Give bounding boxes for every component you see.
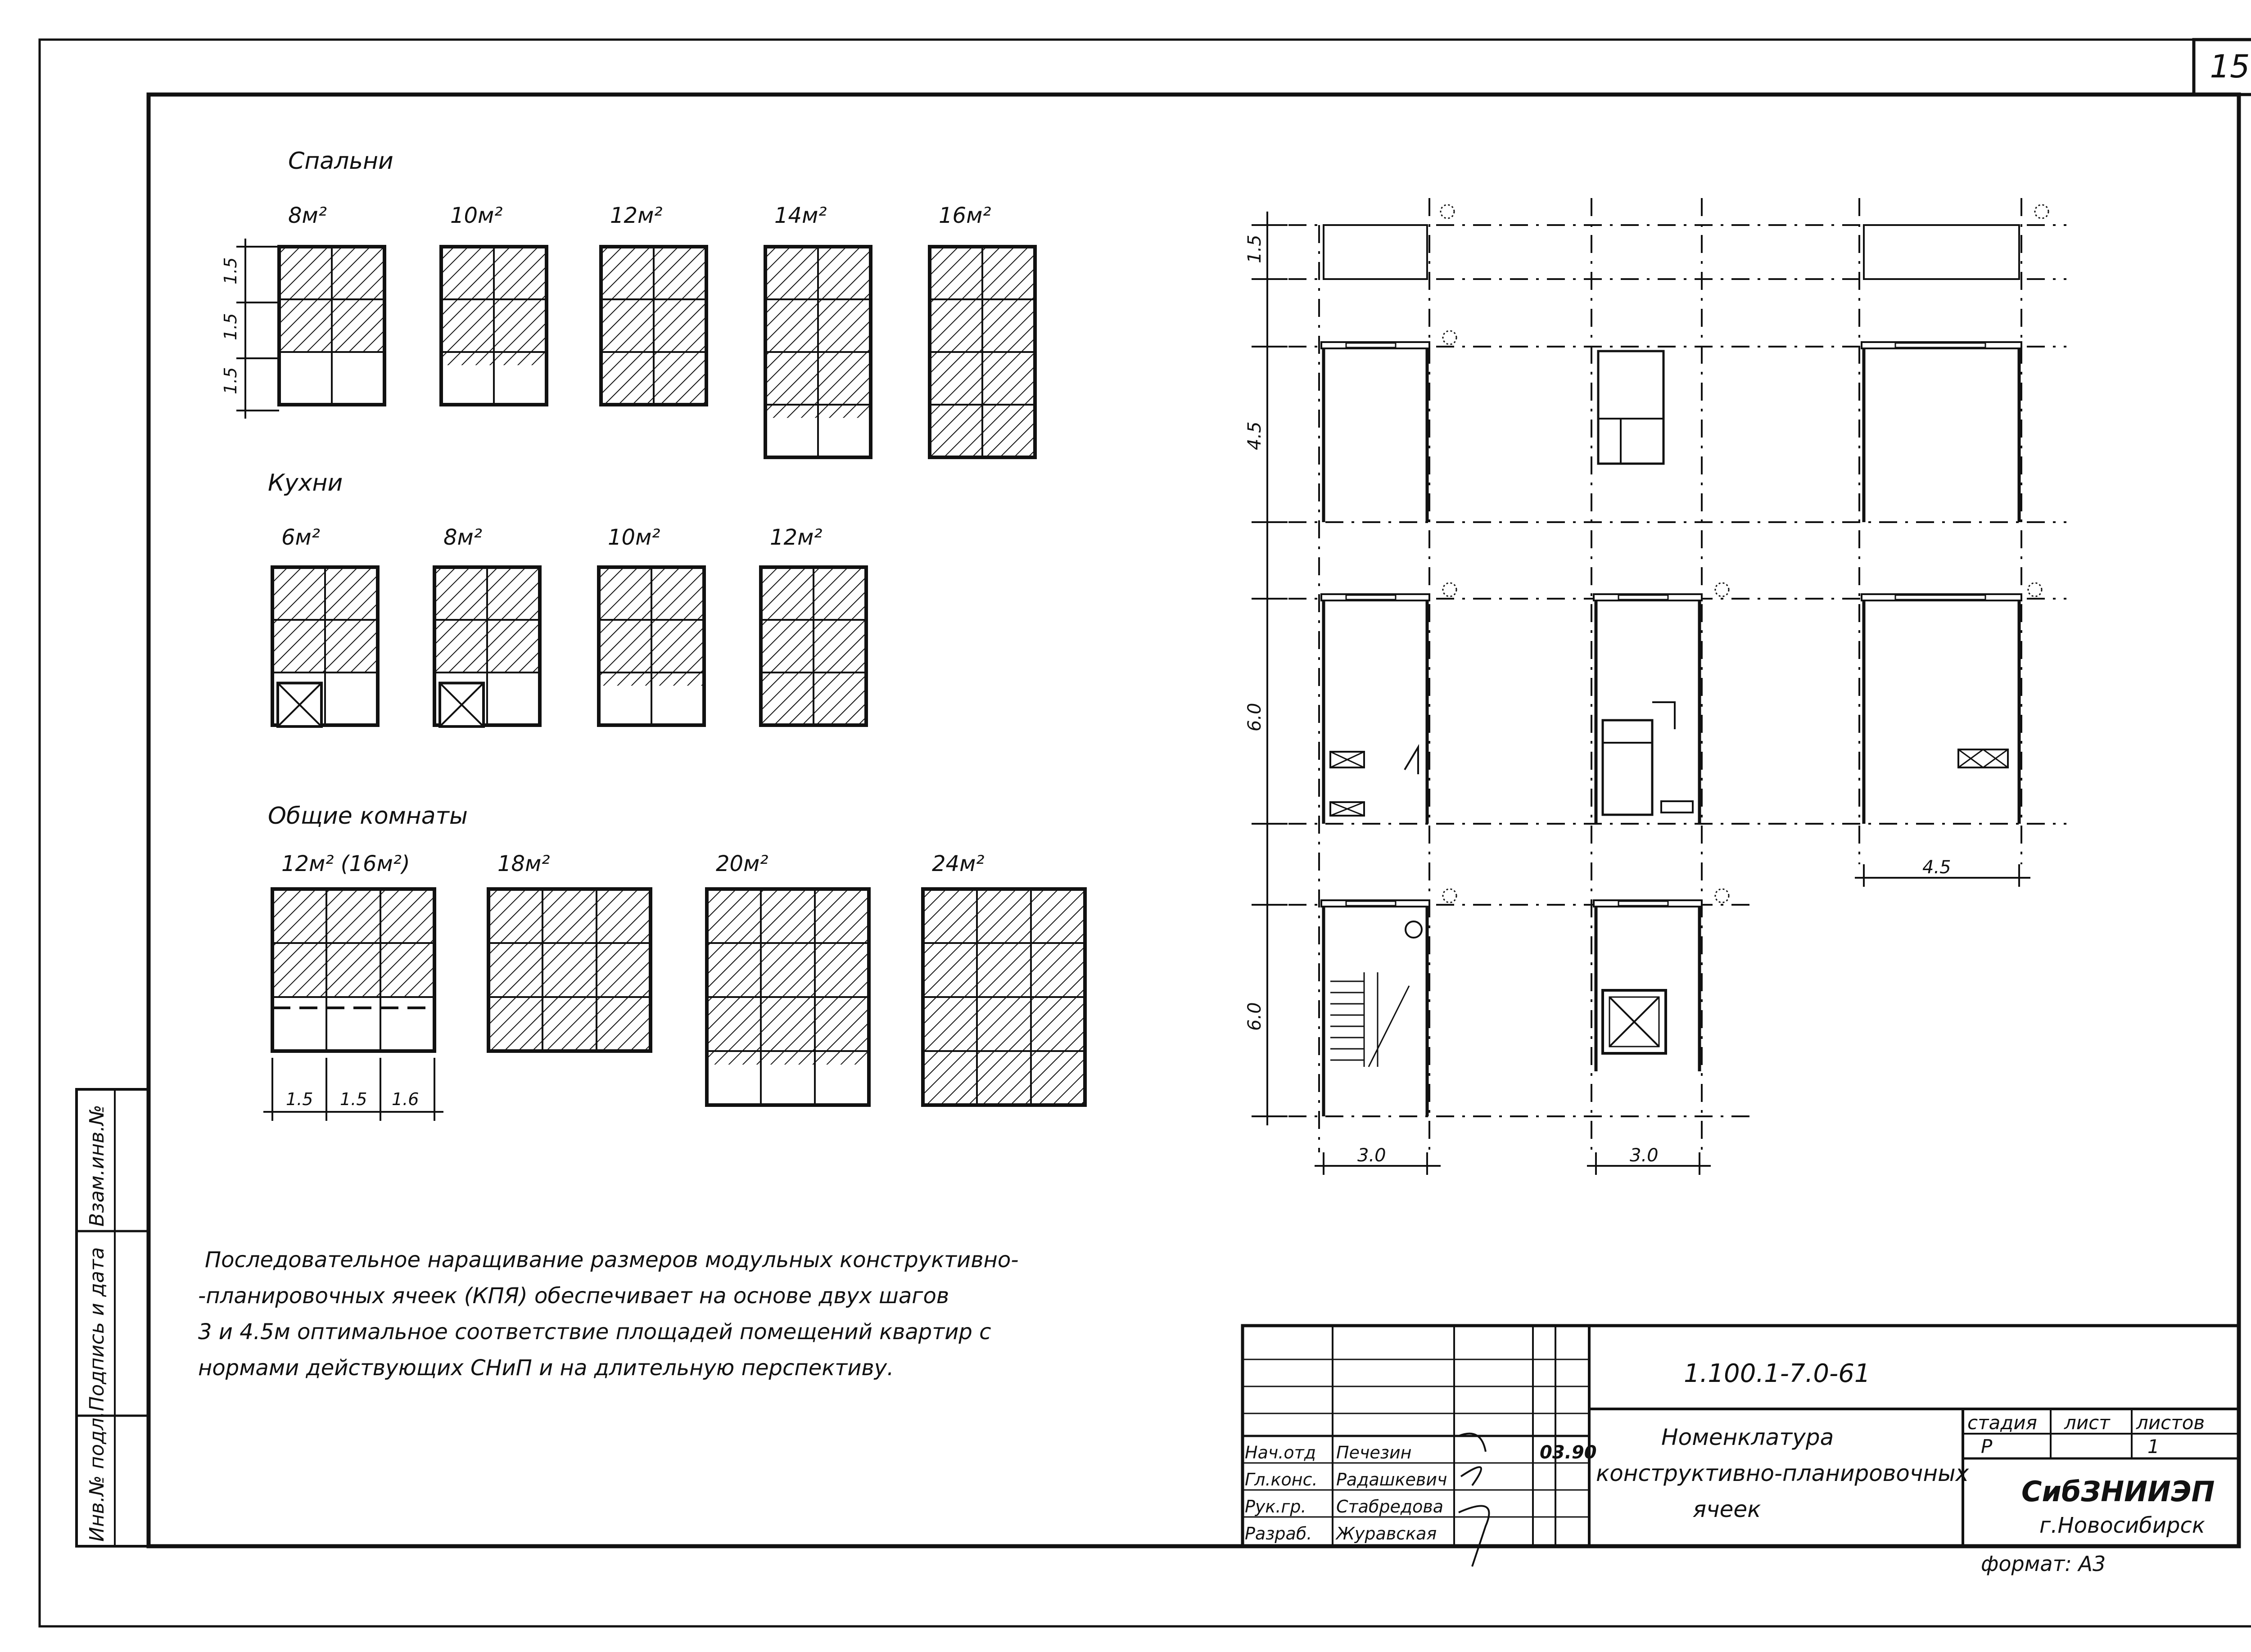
paper-format: формат: А3 [1981, 1552, 2106, 1576]
bedrooms-room-1 [279, 203, 384, 405]
hatched-area [488, 889, 651, 1051]
common-dim-3: 1.6 [392, 1089, 419, 1109]
kitchens-room-1 [272, 525, 378, 727]
bedrooms-room-3 [601, 203, 706, 405]
sheet-header: лист [2064, 1412, 2110, 1434]
cell-row-3 [1321, 594, 2021, 824]
common_rooms-room-1 [272, 851, 434, 1051]
cells-dim-col-1: 3.0 [1357, 1145, 1386, 1166]
common_rooms-room-3-label: 20м² [716, 851, 768, 876]
org-city: г.Новосибирск [2039, 1513, 2205, 1538]
sheet-number: 15 [2210, 48, 2250, 85]
cell-row-4 [1321, 900, 1702, 1116]
room-grids [272, 203, 1085, 1105]
description-line-3: 3 и 4.5м оптимальное соответствие площадей помещений квартир с [198, 1319, 991, 1345]
description-note [198, 1247, 1019, 1381]
kitchens-room-4-label: 12м² [770, 525, 823, 550]
side-stamp [77, 1089, 149, 1546]
bedrooms-room-2-label: 10м² [450, 203, 503, 228]
kitchens-title: Кухни [268, 469, 343, 497]
common_rooms-room-2-label: 18м² [497, 851, 550, 876]
doc-title-3: ячеек [1693, 1496, 1761, 1522]
signatories [1245, 1443, 1447, 1544]
signatory-name: Радашкевич [1336, 1470, 1447, 1490]
common-dim-2: 1.5 [340, 1089, 367, 1109]
cells-vertical-dim [1256, 212, 1288, 1125]
signatory-role: Нач.отд [1245, 1443, 1316, 1462]
common-dim-chain [263, 1058, 443, 1121]
signatory-role: Разраб. [1245, 1524, 1312, 1544]
cells-dim-col-3: 4.5 [1922, 857, 1951, 878]
cells-dim-row-1: 1.5 [1244, 235, 1265, 263]
cells-dim-row-2: 4.5 [1244, 421, 1265, 450]
cells-dim-col-2: 3.0 [1630, 1145, 1659, 1166]
kitchens-room-3-label: 10м² [608, 525, 660, 550]
signatory-role: Гл.конс. [1245, 1470, 1318, 1490]
sheet-value: 1 [2147, 1435, 2160, 1458]
kitchens-room-2 [434, 525, 540, 727]
signatory-role: Рук.гр. [1245, 1497, 1306, 1517]
bedroom-dim-chain [221, 239, 279, 419]
common-rooms-title: Общие комнаты [268, 803, 468, 830]
stamp-inv-label: Инв.№ подл. [86, 1411, 108, 1542]
sheets-header: листов [2136, 1412, 2205, 1434]
cells-horizontal-dim [1315, 864, 2030, 1175]
bedroom-dim-1: 1.5 [221, 257, 240, 284]
common_rooms-room-2 [488, 851, 651, 1051]
cell-row-2 [1321, 342, 2021, 522]
stamp-sign-label: Подпись и дата [86, 1247, 108, 1411]
signatory-name: Журавская [1336, 1524, 1437, 1544]
common_rooms-room-4-label: 24м² [932, 851, 985, 876]
doc-title-1: Номенклатура [1661, 1424, 1834, 1450]
bedrooms-room-4 [765, 203, 871, 457]
bedrooms-room-2 [441, 203, 547, 405]
description-line-1: Последовательное наращивание размеров модульных конструктивно- [205, 1247, 1019, 1273]
description-line-4: нормами действующих СНиП и на длительную перспективу. [198, 1355, 894, 1381]
doc-code: 1.100.1-7.0-61 [1684, 1359, 1871, 1388]
bedrooms-room-3-label: 12м² [610, 203, 663, 228]
sign-date: 03.90 [1540, 1442, 1597, 1463]
description-line-2: -планировочных ячеек (КПЯ) обеспечивает на основе двух шагов [198, 1283, 949, 1309]
stage-value: Р [1981, 1435, 1993, 1458]
cells-dim-row-3: 6.0 [1244, 703, 1265, 731]
common_rooms-room-4 [923, 851, 1085, 1105]
doc-title-2: конструктивно-планировочных [1596, 1460, 1969, 1486]
bedroom-dim-2: 1.5 [221, 313, 240, 340]
stamp-replace-label: Взам.инв.№ [86, 1105, 108, 1227]
bedrooms-room-1-label: 8м² [288, 203, 327, 228]
kitchens-room-2-label: 8м² [443, 525, 482, 550]
bedrooms-room-4-label: 14м² [774, 203, 827, 228]
cells-dim-row-4: 6.0 [1244, 1002, 1265, 1031]
stage-header: стадия [1967, 1412, 2037, 1434]
common_rooms-room-3 [707, 851, 869, 1105]
bedrooms-room-5-label: 16м² [939, 203, 991, 228]
kitchens-room-4 [761, 525, 866, 725]
org-name: СибЗНИИЭП [2021, 1475, 2215, 1508]
signatory-name: Печезин [1336, 1443, 1412, 1462]
kitchens-room-1-label: 6м² [281, 525, 320, 550]
cell-plans [1252, 198, 2066, 1175]
bedroom-dim-3: 1.5 [221, 367, 240, 394]
hatched-area [707, 889, 869, 1065]
bedrooms-title: Спальни [288, 148, 393, 175]
signatory-name: Стабредова [1336, 1497, 1444, 1517]
common_rooms-room-1-label: 12м² (16м²) [281, 851, 410, 876]
kitchens-room-3 [599, 525, 704, 725]
sheet-number-box [2194, 40, 2251, 95]
common-dim-1: 1.5 [286, 1089, 313, 1109]
bedrooms-room-5 [930, 203, 1035, 457]
